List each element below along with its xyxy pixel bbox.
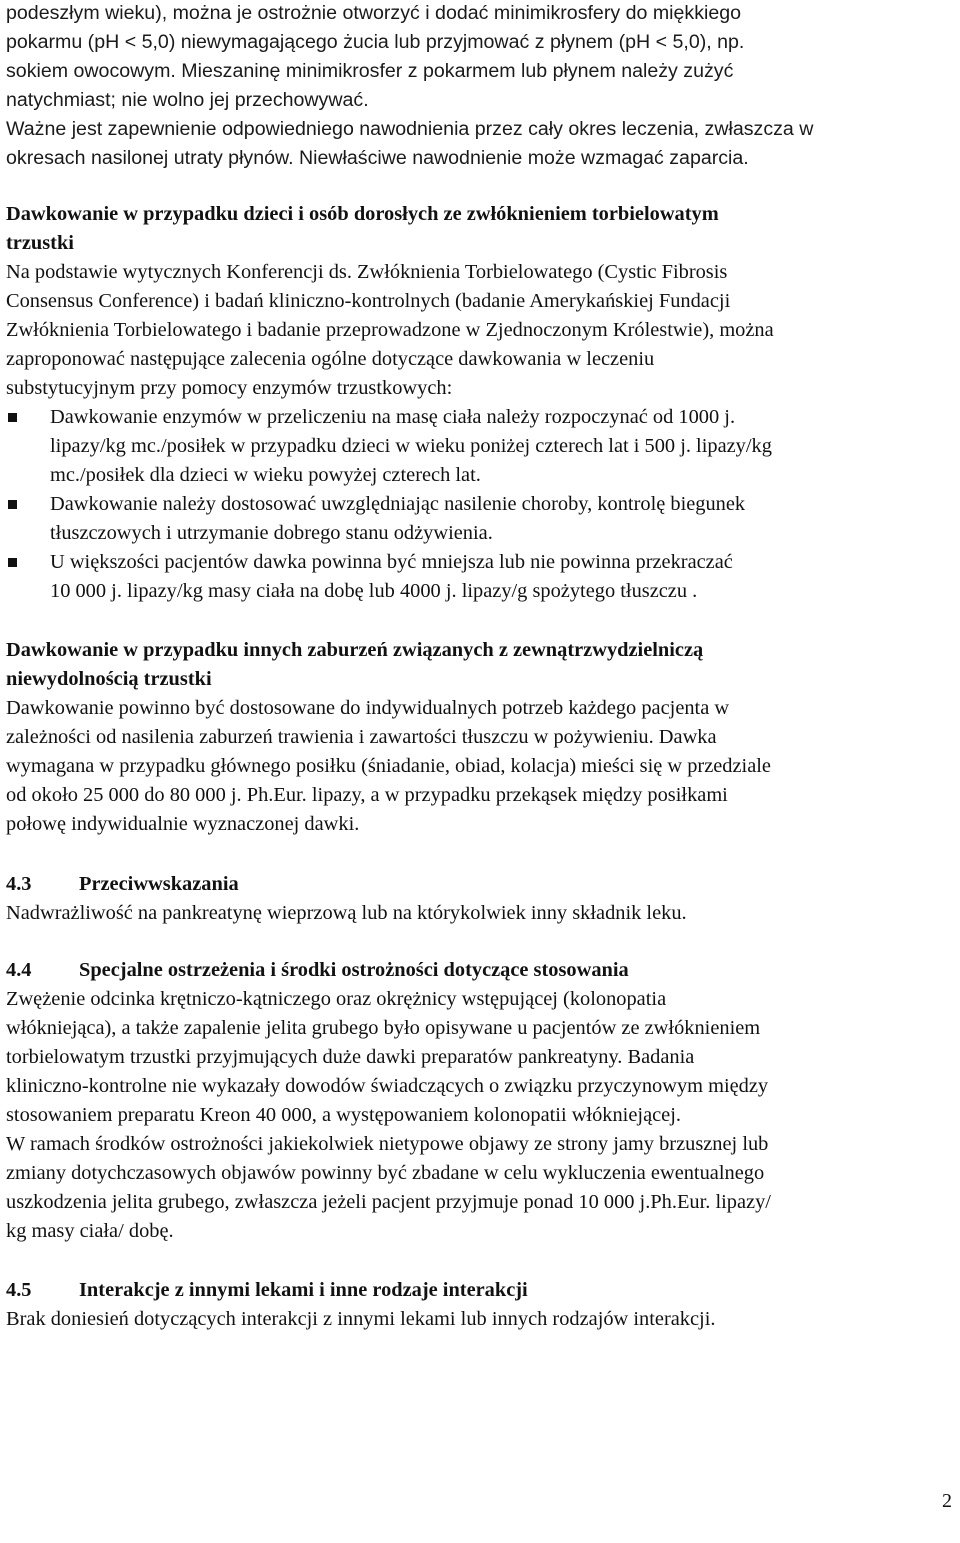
section-heading bbox=[6, 870, 956, 899]
square-bullet-icon bbox=[8, 500, 17, 509]
text-line: natychmiast; nie wolno jej przechowywać. bbox=[6, 89, 369, 111]
text-line: Brak doniesień dotyczących interakcji z innymi lekami lub innych rodzajów interakcji. bbox=[6, 1308, 716, 1330]
text-line: zaproponować następujące zalecenia ogólne dotyczące dawkowania w leczeniu bbox=[6, 348, 655, 370]
text-line: Ważne jest zapewnienie odpowiedniego nawodnienia przez cały okres leczenia, zwłaszcza w bbox=[6, 118, 814, 140]
text-line: Zwłóknienia Torbielowatego i badanie przeprowadzone w Zjednoczonym Królestwie), można bbox=[6, 319, 774, 341]
text-line: Dawkowanie powinno być dostosowane do indywidualnych potrzeb każdego pacjenta w bbox=[6, 697, 730, 719]
bullet-item bbox=[6, 490, 956, 548]
text-line: podeszłym wieku), można je ostrożnie otworzyć i dodać minimikrosfery do miękkiego bbox=[6, 2, 742, 24]
text-line: pokarmu (pH < 5,0) niewymagającego żucia lub przyjmować z płynem (pH < 5,0), np. bbox=[6, 31, 745, 53]
text-line: lipazy/kg mc./posiłek w przypadku dzieci w wieku poniżej czterech lat i 500 j. lipazy/kg bbox=[50, 435, 772, 457]
section-heading bbox=[6, 956, 956, 985]
text-line: Nadwrażliwość na pankreatynę wieprzową lub na którykolwiek inny składnik leku. bbox=[6, 902, 687, 924]
section-4-4 bbox=[6, 956, 956, 1246]
section-heading: Dawkowanie w przypadku dzieci i osób dorosłych ze zwłóknieniem torbielowatym bbox=[6, 203, 719, 225]
text-line: U większości pacjentów dawka powinna być mniejsza lub nie powinna przekraczać bbox=[50, 551, 733, 573]
text-line: Dawkowanie enzymów w przeliczeniu na masę ciała należy rozpoczynać od 1000 j. bbox=[50, 406, 736, 428]
text-line: uszkodzenia jelita grubego, zwłaszcza jeżeli pacjent przyjmuje ponad 10 000 j.Ph.Eur. lipazy/ bbox=[6, 1191, 771, 1213]
text-line: zmiany dotychczasowych objawów powinny być zbadane w celu wykluczenia ewentualnego bbox=[6, 1162, 765, 1184]
text-line: zależności od nasilenia zaburzeń trawienia i zawartości tłuszczu w pożywieniu. Dawka bbox=[6, 726, 717, 748]
section-title: Przeciwwskazania bbox=[79, 873, 239, 895]
text-line: włókniejąca), a także zapalenie jelita grubego było opisywane u pacjentów ze zwłóknieniem bbox=[6, 1017, 761, 1039]
section-number: 4.4 bbox=[6, 959, 32, 981]
text-line: Na podstawie wytycznych Konferencji ds. Zwłóknienia Torbielowatego (Cystic Fibrosis bbox=[6, 261, 728, 283]
section-4-5 bbox=[6, 1276, 956, 1334]
text-line: Zwężenie odcinka krętniczo-kątniczego oraz okrężnicy wstępującej (kolonopatia bbox=[6, 988, 667, 1010]
text-line: okresach nasilonej utraty płynów. Niewłaściwe nawodnienie może wzmagać zaparcia. bbox=[6, 147, 749, 169]
text-line: kg masy ciała/ dobę. bbox=[6, 1220, 174, 1242]
text-line: połowę indywidualnie wyznaczonej dawki. bbox=[6, 813, 360, 835]
text-line: wymagana w przypadku głównego posiłku (śniadanie, obiad, kolacja) mieści się w przedziale bbox=[6, 755, 771, 777]
text-line: Consensus Conference) i badań kliniczno-kontrolnych (badanie Amerykańskiej Fundacji bbox=[6, 290, 731, 312]
square-bullet-icon bbox=[8, 413, 17, 422]
text-line: mc./posiłek dla dzieci w wieku powyżej czterech lat. bbox=[50, 464, 481, 486]
section-title: Specjalne ostrzeżenia i środki ostrożności dotyczące stosowania bbox=[79, 959, 629, 981]
bullet-item bbox=[6, 548, 956, 606]
page-number: 2 bbox=[942, 1490, 952, 1512]
text-line: 10 000 j. lipazy/kg masy ciała na dobę lub 4000 j. lipazy/g spożytego tłuszczu . bbox=[50, 580, 698, 602]
text-line: torbielowatym trzustki przyjmujących duże dawki preparatów pankreatyny. Badania bbox=[6, 1046, 695, 1068]
text-line: od około 25 000 do 80 000 j. Ph.Eur. lipazy, a w przypadku przekąsek między posiłkami bbox=[6, 784, 728, 806]
text-line: substytucyjnym przy pomocy enzymów trzustkowych: bbox=[6, 377, 453, 399]
bullet-item bbox=[6, 403, 956, 490]
text-line: kliniczno-kontrolne nie wykazały dowodów świadczących o związku przyczynowym między bbox=[6, 1075, 769, 1097]
section-children-adults bbox=[6, 200, 956, 606]
section-heading bbox=[6, 1276, 956, 1305]
text-line: stosowaniem preparatu Kreon 40 000, a występowaniem kolonopatii włókniejącej. bbox=[6, 1104, 681, 1126]
text-line: sokiem owocowym. Mieszaninę minimikrosfer z pokarmem lub płynem należy zużyć bbox=[6, 60, 734, 82]
section-number: 4.3 bbox=[6, 873, 32, 895]
text-line: Dawkowanie należy dostosować uwzględniając nasilenie choroby, kontrolę biegunek bbox=[50, 493, 746, 515]
square-bullet-icon bbox=[8, 558, 17, 567]
section-heading: niewydolnością trzustki bbox=[6, 668, 212, 690]
section-heading: Dawkowanie w przypadku innych zaburzeń związanych z zewnątrzwydzielniczą bbox=[6, 639, 704, 661]
section-number: 4.5 bbox=[6, 1279, 32, 1301]
section-heading: trzustki bbox=[6, 232, 74, 254]
section-4-3 bbox=[6, 870, 956, 928]
text-line: tłuszczowych i utrzymanie dobrego stanu odżywienia. bbox=[50, 522, 493, 544]
text-line: W ramach środków ostrożności jakiekolwiek nietypowe objawy ze strony jamy brzusznej lub bbox=[6, 1133, 769, 1155]
intro-paragraph bbox=[6, 0, 956, 173]
section-other-disorders bbox=[6, 636, 956, 839]
section-title: Interakcje z innymi lekami i inne rodzaje interakcji bbox=[79, 1279, 528, 1301]
